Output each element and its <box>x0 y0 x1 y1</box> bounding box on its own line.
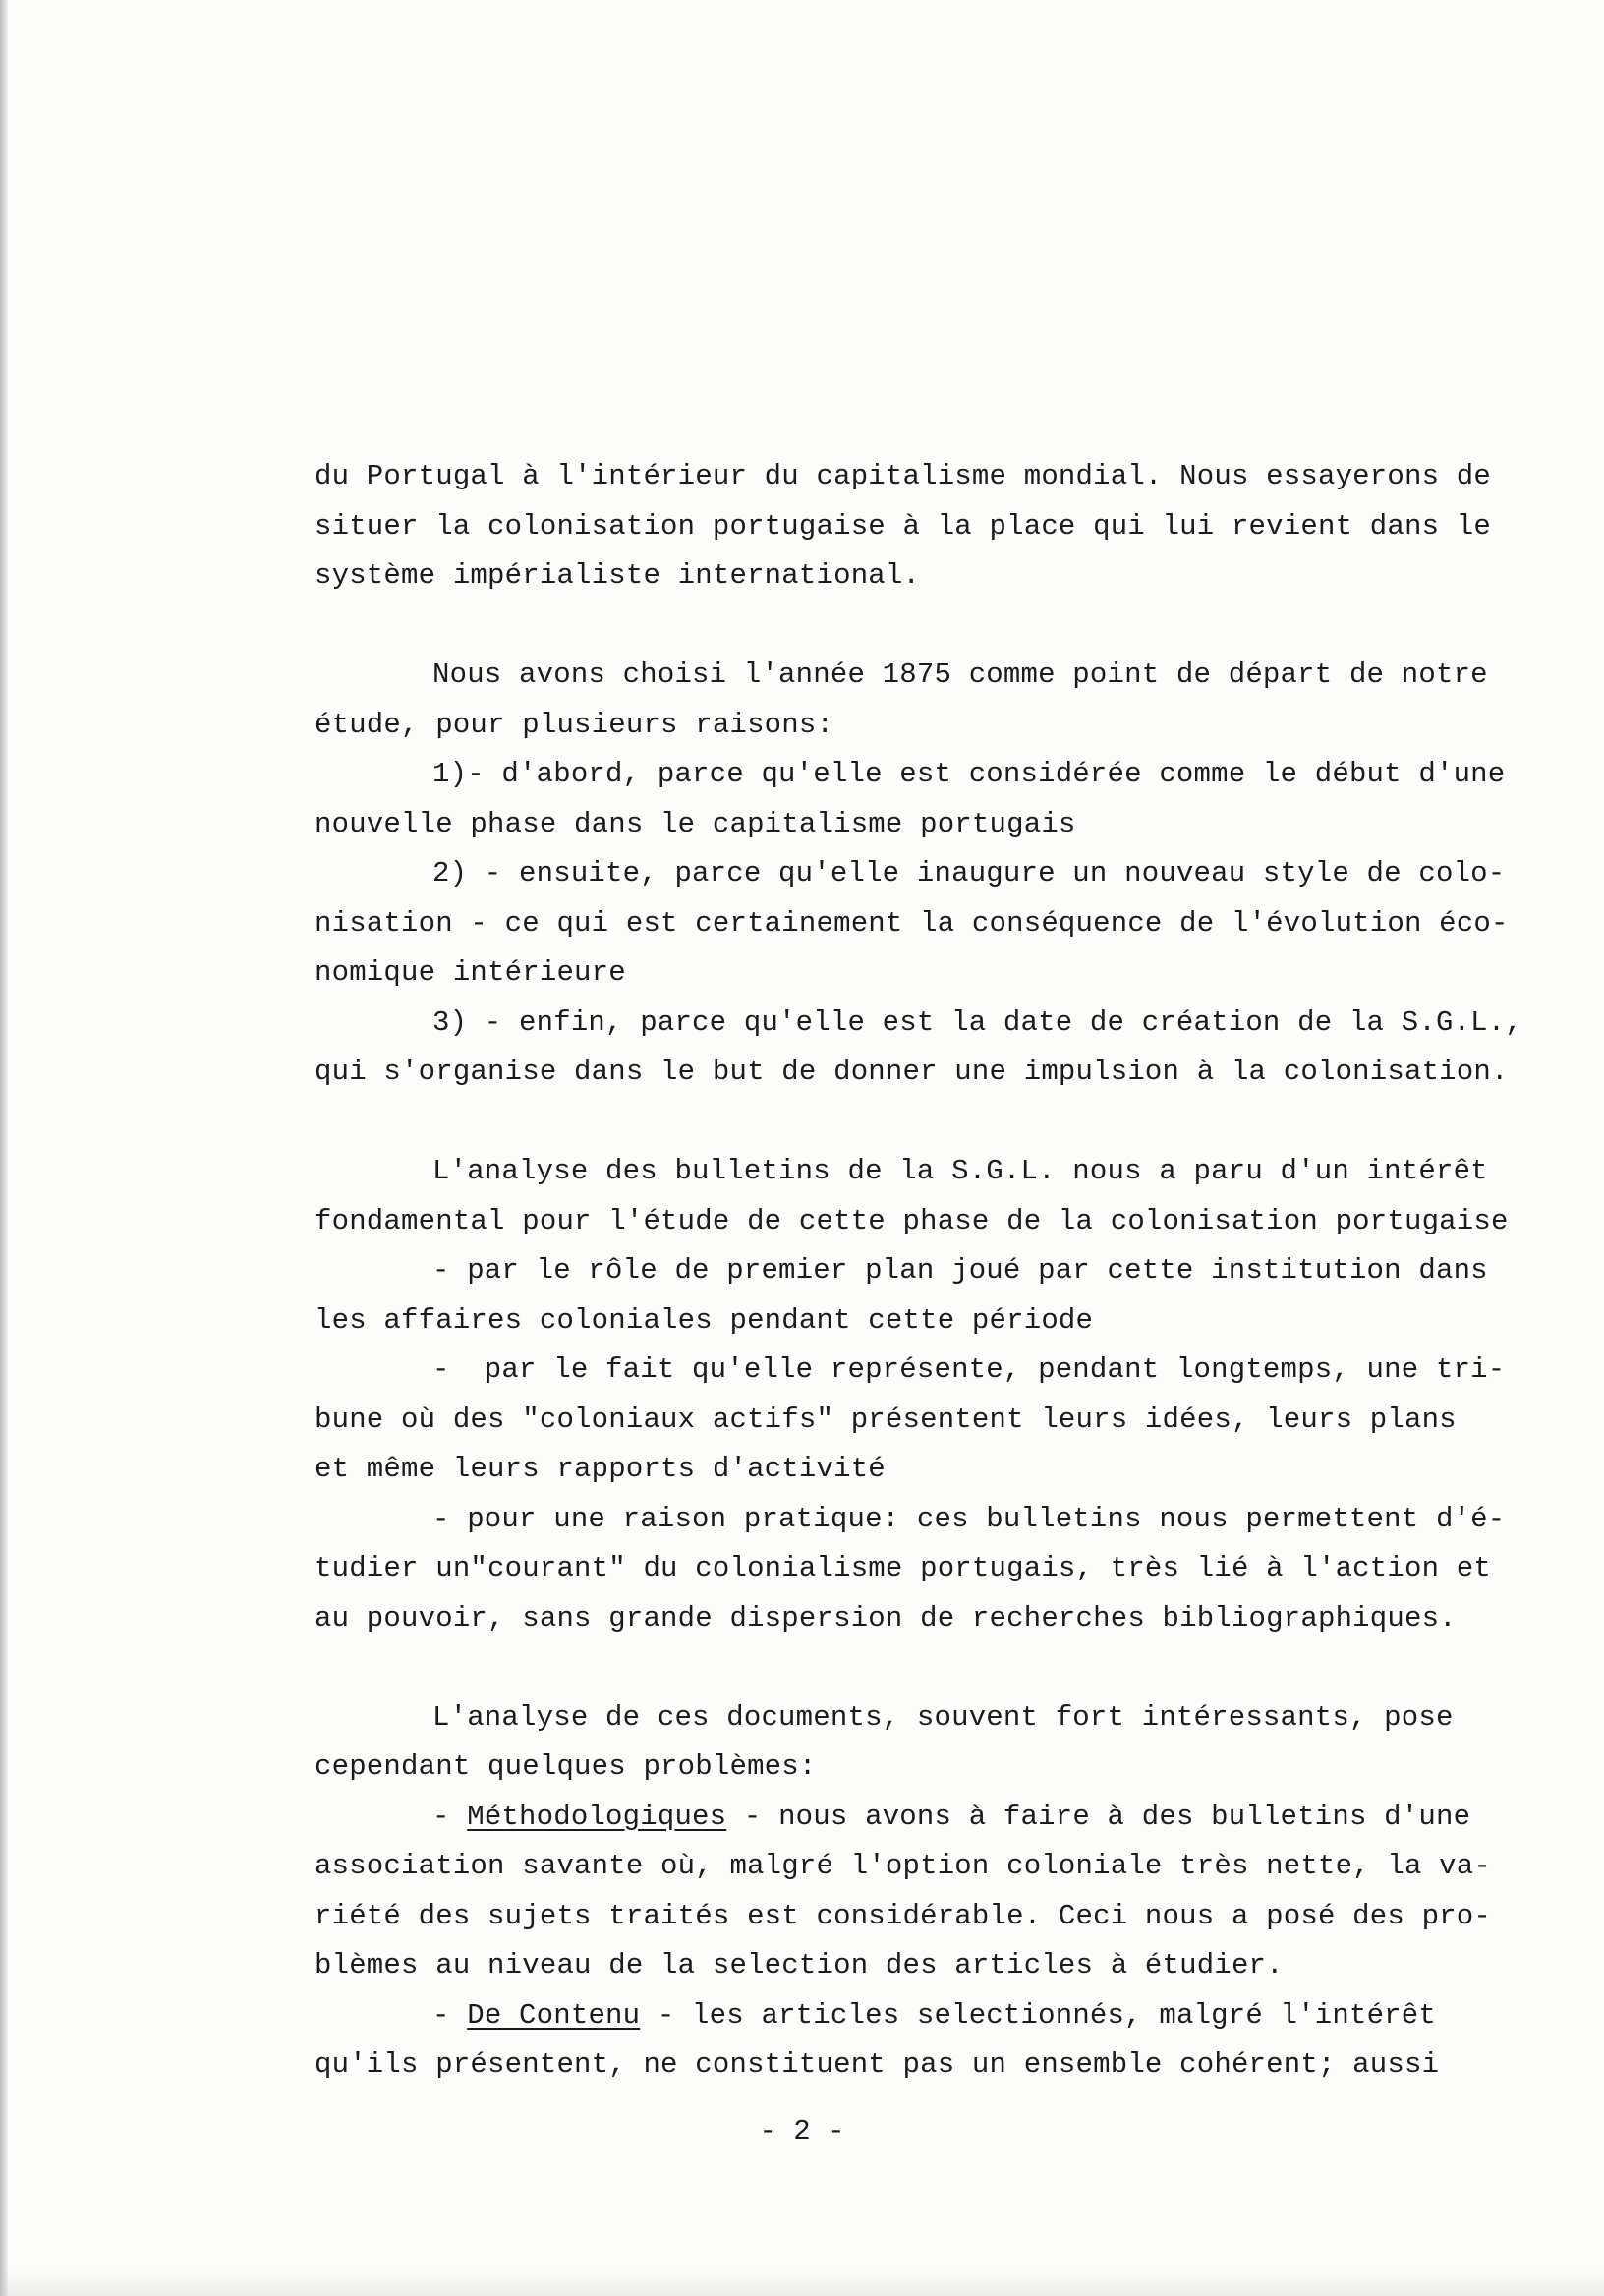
text-line: bune où des "coloniaux actifs" présentent leurs idées, leurs plans <box>315 1403 1457 1436</box>
text-line: qui s'organise dans le but de donner une impulsion à la colonisation. <box>315 1056 1509 1088</box>
scan-bottom-edge <box>0 2270 1604 2296</box>
text-fragment: - nous avons à faire à des bulletins d'une <box>726 1800 1471 1833</box>
text-line: qu'ils présentent, ne constituent pas un ensemble cohérent; aussi <box>315 2048 1440 2081</box>
text-line: association savante où, malgré l'option coloniale très nette, la va- <box>315 1850 1491 1882</box>
paragraph-gap <box>315 1098 1514 1148</box>
page-number: - 2 - <box>759 2115 845 2148</box>
text-line: L'analyse de ces documents, souvent fort intéressants, pose <box>432 1700 1454 1734</box>
text-line: situer la colonisation portugaise à la place qui lui revient dans le <box>315 509 1491 543</box>
text-line: tudier un"courant" du colonialisme portugais, très lié à l'action et <box>315 1552 1491 1584</box>
text-line: les affaires coloniales pendant cette période <box>315 1303 1094 1337</box>
text-line: fondamental pour l'étude de cette phase de la colonisation portugaise <box>315 1204 1509 1237</box>
text-line-content <box>315 1991 1514 2041</box>
text-line: Nous avons choisi l'année 1875 comme point de départ de notre <box>432 659 1488 691</box>
text-line: - pour une raison pratique: ces bulletins nous permettent d'é- <box>432 1502 1506 1535</box>
text-line: 1)- d'abord, parce qu'elle est considérée comme le début d'une <box>432 758 1506 790</box>
text-line: nisation - ce qui est certainement la conséquence de l'évolution éco- <box>315 906 1509 940</box>
text-line: au pouvoir, sans grande dispersion de recherches bibliographiques. <box>315 1601 1457 1635</box>
text-line: - par le fait qu'elle représente, pendant longtemps, une tri- <box>432 1353 1506 1386</box>
heading-de-contenu: De Contenu <box>467 1998 641 2032</box>
heading-methodologiques: Méthodologiques <box>467 1800 727 1833</box>
text-line: blèmes au niveau de la selection des articles à étudier. <box>315 1949 1284 1981</box>
text-line: 2) - ensuite, parce qu'elle inaugure un nouveau style de colo- <box>432 857 1506 890</box>
text-line: cependant quelques problèmes: <box>315 1751 817 1783</box>
text-line: L'analyse des bulletins de la S.G.L. nous a paru d'un intérêt <box>432 1155 1488 1187</box>
text-line: nomique intérieure <box>315 956 626 989</box>
body-text <box>315 452 1522 2091</box>
text-line: 3) - enfin, parce qu'elle est la date de création de la S.G.L., <box>432 1005 1522 1039</box>
paragraph-gap <box>315 602 1514 652</box>
text-line: du Portugal à l'intérieur du capitalisme mondial. Nous essayerons de <box>315 460 1491 492</box>
text-line-methodological <box>315 1793 1514 1843</box>
text-line: et même leurs rapports d'activité <box>315 1453 886 1485</box>
text-fragment: - les articles selectionnés, malgré l'intérêt <box>640 1998 1436 2032</box>
scan-left-edge <box>0 0 8 2296</box>
text-line: étude, pour plusieurs raisons: <box>315 708 834 741</box>
dash-marker: - <box>432 1998 468 2032</box>
dash-marker: - <box>432 1800 468 1833</box>
paragraph-gap <box>315 1643 1514 1693</box>
text-line: - par le rôle de premier plan joué par cette institution dans <box>432 1254 1488 1287</box>
text-line: nouvelle phase dans le capitalisme portugais <box>315 807 1076 840</box>
text-line: système impérialiste international. <box>315 559 921 592</box>
text-line: riété des sujets traités est considérable. Ceci nous a posé des pro- <box>315 1899 1491 1932</box>
